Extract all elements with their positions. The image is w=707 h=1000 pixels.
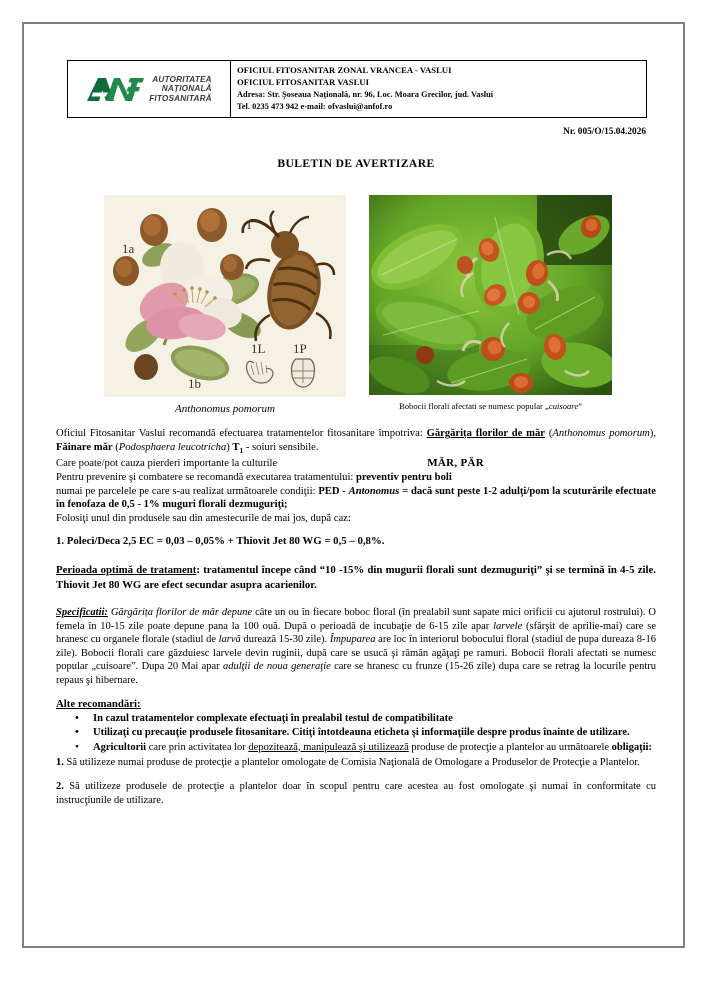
ped-threshold: = dacă sunt peste 1-2 adulţi/pom la scuturările efectuate în fenofaza de 0,5 - 1% muguri florali dezmuguriţi; bbox=[56, 485, 656, 511]
conditions-paragraph bbox=[56, 485, 656, 512]
list-item-farmers bbox=[81, 741, 656, 755]
office-contact-line: Tel. 0235 473 942 e-mail: ofvaslui@anfof.ro bbox=[237, 101, 393, 111]
farmers-obligations-word: obligaţii: bbox=[611, 741, 652, 753]
treatment-code: T bbox=[232, 441, 240, 453]
list-item: • Utilizaţi cu precauţie produsele fitosanitare. Citiţi întotdeauna eticheta şi informaţiile despre produs înainte de utilizare. bbox=[81, 726, 656, 740]
caption-suffix: ” bbox=[578, 401, 582, 412]
figure-caption-photo bbox=[369, 401, 612, 411]
illustration-frame bbox=[104, 195, 346, 397]
intro-paragraph: Oficiul Fitosanitar Vaslui recomandă efectuarea tratamentelor fitosanitare împotriva: Gărgărița florilor de măr (Anthonomus pomorum), Făinare măr (Podosphaera leucotricha) $T_1$ - soiuri sensibile. bbox=[56, 428, 656, 455]
caption-prefix: Bobocii florali afectati se numesc popular „ bbox=[399, 401, 549, 412]
logo-line-2: NAȚIONALĂ bbox=[161, 84, 212, 94]
figure-photo bbox=[369, 195, 612, 415]
crops-paragraph bbox=[56, 457, 656, 471]
office-address-line: Adresa: Str. Șoseaua Națională, nr. 96, Loc. Moara Grecilor, jud. Vaslui bbox=[237, 89, 494, 99]
optimal-period-label: Perioada optimă de tratament bbox=[56, 564, 197, 577]
treatment-note: - soiuri sensibile. bbox=[243, 441, 319, 453]
obligation-item-1 bbox=[56, 756, 656, 770]
disease-name: Făinare măr bbox=[56, 441, 113, 453]
pupa-figure bbox=[292, 359, 315, 387]
photo-frame bbox=[369, 195, 612, 395]
anf-logo bbox=[86, 75, 212, 103]
list-item: • In cazul tratamentelor complexate efectuaţi în prealabil testul de compatibilitate bbox=[81, 712, 656, 726]
spec-lead-italic: Gărgărița florilor de măr depune bbox=[110, 607, 253, 619]
label-I: I bbox=[247, 217, 252, 233]
document-content bbox=[56, 60, 656, 818]
anthonomus-illustration bbox=[104, 195, 346, 397]
page-title: BULETIN DE AVERTIZARE bbox=[277, 157, 435, 171]
use-line: Folosiţi unul din produsele sau din amestecurile de mai jos, după caz: bbox=[56, 512, 351, 524]
pest-name: Gărgărița florilor de măr bbox=[426, 428, 545, 440]
letterhead-table bbox=[67, 60, 647, 118]
label-1a: 1a bbox=[122, 241, 135, 257]
document-number: Nr. 005/O/15.04.2026 bbox=[563, 127, 646, 138]
figure-caption-latin: Anthonomus pomorum bbox=[175, 403, 275, 416]
spec-italic-1: larvele bbox=[493, 620, 523, 632]
farmers-text-1: care prin activitatea lor bbox=[146, 741, 249, 753]
spec-text-1: câte un ou în fiecare boboc floral (în prealabil sunt sapate mici orificii cu ajutorul rostrului). O femela în 10-15 zile poate depune pana la 100 ouă. După o perioadă de incubaţie de 6-15 zile apar bbox=[56, 607, 656, 632]
anf-logo-mark bbox=[86, 76, 144, 103]
optimal-period-paragraph bbox=[56, 563, 656, 592]
label-1P: 1P bbox=[293, 341, 307, 357]
farmers-lead: Agricultorii bbox=[93, 741, 147, 753]
body-text bbox=[56, 427, 656, 807]
optimal-period-text: : tratamentul începe când “10 -15% din mugurii florali sunt dezmuguriţi” şi se termină în 4-5 zile. Thiovit Jet 80 WG are efect secundar asupra acarienilor. bbox=[56, 564, 656, 591]
treatment-subscript: 1 bbox=[239, 445, 244, 455]
ped-latin: Antonomus bbox=[348, 485, 400, 497]
crops-label: Care poate/pot cauza pierderi importante la culturile bbox=[56, 458, 278, 470]
specifications-paragraph bbox=[56, 606, 656, 688]
logo-line-3: FITOSANITARĂ bbox=[149, 93, 212, 103]
obligation-item-2 bbox=[56, 780, 656, 807]
intro-lead: Oficiul Fitosanitar Vaslui recomandă efectuarea tratamentelor fitosanitare împotriva: bbox=[56, 428, 427, 440]
farmers-underlined: depozitează, manipulează şi utilizează bbox=[248, 741, 409, 753]
crops-value: MĂR, PĂR bbox=[427, 457, 484, 470]
spacer-2 bbox=[56, 549, 656, 563]
anf-logo-text bbox=[149, 75, 212, 103]
caption-italic: cuisoare bbox=[548, 401, 579, 412]
spec-text-3: durează 15-30 zile). bbox=[240, 634, 330, 646]
label-1b: 1b bbox=[188, 376, 201, 392]
disease-latin: Podosphaera leucotricha bbox=[118, 441, 227, 453]
spec-italic-2: larvă bbox=[218, 634, 241, 646]
spacer-4 bbox=[56, 688, 656, 698]
obligation-2-number: 2. bbox=[56, 780, 64, 792]
pest-latin: Anthonomus pomorum bbox=[552, 428, 650, 440]
other-recommendations-heading: Alte recomandări: bbox=[56, 697, 141, 710]
figures-row bbox=[56, 195, 656, 415]
spec-text-2: (sfârşit de aprilie-mai) care se hranesc cu organele florale (stadiul de bbox=[56, 620, 656, 646]
obligation-1-number: 1. bbox=[56, 756, 64, 768]
spec-text-4: are loc în interiorul bobocului floral (stadiul de pupa dureaza 8-16 zile). Bobocii florali care găzduiesc larvele devin ruginii, după care se usucă şi rămân agăţaţi pe ramuri. Bobocii florali afectati se numesc popular „cuisoare”. Dupa 20 Mai apar bbox=[56, 634, 656, 673]
conditions-label: numai pe parcelele pe care s-au realizat următoarele condiţii: bbox=[56, 485, 319, 497]
spec-italic-4: adulţii de noua generaţie bbox=[222, 661, 331, 673]
spec-italic-3: Împuparea bbox=[329, 634, 376, 646]
product-mix-line: 1. Poleci/Deca 2,5 EC = 0,03 – 0,05% + Thiovit Jet 80 WG = 0,5 – 0,8%. bbox=[56, 535, 385, 548]
figure-illustration bbox=[104, 195, 346, 415]
letterhead-logo-cell bbox=[68, 61, 231, 117]
farmers-text-2: produse de protecţie a plantelor au următoarele bbox=[408, 741, 612, 753]
spec-text-5: care se hranesc cu frunze (15-26 zile) dupa care se retrag la locurile pentru repaus şi hibernare. bbox=[56, 661, 657, 687]
specifications-label: Specificatii: bbox=[56, 607, 108, 619]
recommendations-list bbox=[56, 712, 656, 755]
damaged-buds-photo bbox=[369, 195, 612, 395]
ped-label: PED - bbox=[318, 485, 349, 497]
prevention-label: Pentru prevenire şi combatere se recomandă executarea tratamentului: bbox=[56, 472, 357, 484]
prevention-paragraph bbox=[56, 471, 656, 485]
letterhead-info-cell bbox=[231, 61, 646, 117]
spacer-1 bbox=[56, 525, 656, 535]
label-1L: 1L bbox=[251, 341, 266, 357]
office-local-line: OFICIUL FITOSANITAR VASLUI bbox=[237, 77, 369, 88]
spacer-3 bbox=[56, 592, 656, 606]
office-zonal-line: OFICIUL FITOSANITAR ZONAL VRANCEA - VASLUI bbox=[237, 65, 452, 75]
obligation-2-text: Să utilizeze produsele de protecţie a plantelor doar în scopul pentru care acestea au fost omologate şi numai în conformitate cu instrucţiunile de utilizare. bbox=[56, 780, 656, 806]
logo-line-1: AUTORITATEA bbox=[152, 74, 212, 84]
prevention-value: preventiv pentru boli bbox=[356, 472, 452, 484]
obligation-1-text: Să utilizeze numai produse de protecţie a plantelor omologate de Comisia Naţională de Omologare a Produselor de Protecţie a Plantelor. bbox=[63, 756, 640, 768]
